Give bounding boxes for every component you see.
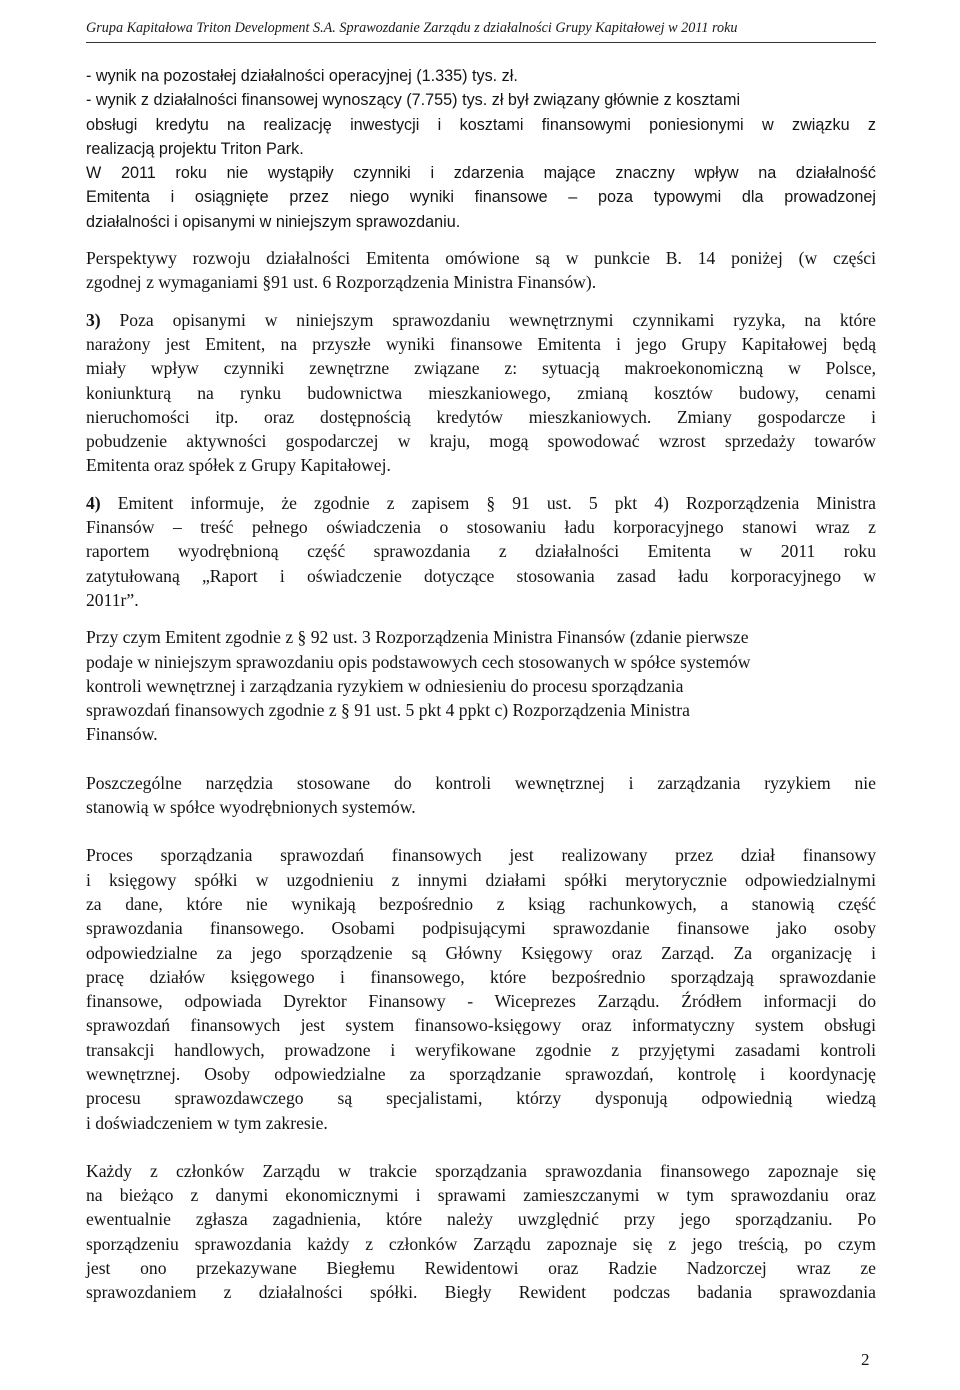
text-line: stanowią w spółce wyodrębnionych systemów.: [86, 797, 416, 818]
header-divider: [86, 42, 876, 43]
text-line: raportem wyodrębnioną część sprawozdania z działalności Emitenta w 2011 roku: [86, 541, 876, 562]
text-line: [86, 491, 876, 515]
text-line: zatytułowaną „Raport i oświadczenie dotyczące stosowania zasad ładu korporacyjnego w: [86, 565, 876, 586]
text-line: realizacją projektu Triton Park.: [86, 139, 304, 158]
paragraph-intro: [86, 64, 876, 234]
point-label: 3): [86, 309, 101, 330]
text-line: i doświadczeniem w tym zakresie.: [86, 1112, 328, 1133]
paragraph-perspektywy: [86, 246, 876, 295]
text-line: miały wpływ czynniki zewnętrzne związane z: sytuacją makroekonomiczną w Polsce,: [86, 358, 876, 379]
text-line: na bieżąco z danymi ekonomicznymi i sprawami zamieszczanymi w tym sprawozdaniu oraz: [86, 1185, 876, 1206]
page-number: 2: [861, 1350, 870, 1369]
text-line: pracę działów księgowego i finansowego, które bezpośrednio sporządzają sprawozdanie: [86, 966, 876, 987]
paragraph-point-4: [86, 491, 876, 612]
text-line: Emitenta oraz spółek z Grupy Kapitałowej.: [86, 455, 391, 476]
text-line: wewnętrznej. Osoby odpowiedzialne za sporządzanie sprawozdań, kontrolę i koordynację: [86, 1063, 876, 1084]
text-line: sprawozdania finansowego. Osobami podpisującymi sprawozdanie finansowe jako osoby: [86, 918, 876, 939]
text-line: sprawozdaniem z działalności spółki. Biegły Rewident podczas badania sprawozdania: [86, 1282, 876, 1303]
text-line: kontroli wewnętrznej i zarządzania ryzykiem w odniesieniu do procesu sporządzania: [86, 675, 684, 696]
spacer: [86, 295, 876, 308]
paragraph-przy-czym: [86, 625, 876, 746]
text-line: podaje w niniejszym sprawozdaniu opis podstawowych cech stosowanych w spółce systemów: [86, 651, 751, 672]
text-line: Perspektywy rozwoju działalności Emitenta omówione są w punkcie B. 14 poniżej (w części: [86, 248, 876, 269]
text-line: sprawozdań finansowych jest system finansowo-księgowy oraz informatyczny system obsługi: [86, 1015, 876, 1036]
text-line: nieruchomości itp. oraz dostępnością kredytów mieszkaniowych. Zmiany gospodarcze i: [86, 406, 876, 427]
text-line: za dane, które nie wynikają bezpośrednio z ksiąg rachunkowych, a stanowią część: [86, 893, 876, 914]
text-line: W 2011 roku nie wystąpiły czynniki i zdarzenia mające znaczny wpływ na działalność: [86, 164, 876, 183]
text-line: zgodnej z wymaganiami §91 ust. 6 Rozporządzenia Ministra Finansów).: [86, 272, 597, 293]
point-text: Emitent informuje, że zgodnie z zapisem § 91 ust. 5 pkt 4) Rozporządzenia Ministra: [100, 492, 876, 513]
text-line: obsługi kredytu na realizację inwestycji i kosztami finansowymi poniesionymi w związku z: [86, 115, 876, 134]
text-line: sprawozdań finansowych zgodnie z § 91 ust. 5 pkt 4 ppkt c) Rozporządzenia Ministra: [86, 700, 690, 721]
paragraph-point-3: [86, 308, 876, 478]
text-line: Proces sporządzania sprawozdań finansowych jest realizowany przez dział finansowy: [86, 845, 876, 866]
text-line: Emitenta i osiągnięte przez niego wyniki finansowe – poza typowymi dla prowadzonej: [86, 188, 876, 207]
text-line: odpowiedzialne za jego sporządzenie są Główny Księgowy oraz Zarząd. Za organizację i: [86, 942, 876, 963]
text-line: pobudzenie aktywności gospodarczej w kraju, mogą spowodować wzrost sprzedaży towarów: [86, 431, 876, 452]
paragraph-kazdy: [86, 1159, 876, 1305]
spacer: [86, 747, 876, 771]
text-line: działalności i opisanymi w niniejszym sprawozdaniu.: [86, 212, 461, 231]
spacer: [86, 234, 876, 246]
text-line: transakcji handlowych, prowadzone i weryfikowane zgodnie z przyjętymi zasadami kontroli: [86, 1039, 876, 1060]
document-body: [86, 64, 876, 1305]
spacer: [86, 478, 876, 491]
text-line: - wynik na pozostałej działalności operacyjnej (1.335) tys. zł.: [86, 67, 518, 85]
text-line: Finansów.: [86, 724, 158, 745]
text-line: koniunkturą na rynku budownictwa mieszkaniowego, zmianą kosztów budowy, cenami: [86, 382, 876, 403]
spacer: [86, 819, 876, 843]
text-line: 2011r”.: [86, 589, 139, 610]
running-header: Grupa Kapitałowa Triton Development S.A. Sprawozdanie Zarządu z działalności Grupy Kapitałowej w 2011 roku: [86, 20, 738, 36]
text-line: Finansów – treść pełnego oświadczenia o stosowaniu ładu korporacyjnego stanowi wraz z: [86, 517, 876, 538]
spacer: [86, 612, 876, 625]
spacer: [86, 1135, 876, 1159]
text-line: i księgowy spółki w uzgodnieniu z innymi działami spółki merytorycznie odpowiedzialnymi: [86, 869, 876, 890]
text-line: finansowe, odpowiada Dyrektor Finansowy - Wiceprezes Zarządu. Źródłem informacji do: [86, 991, 876, 1012]
paragraph-proces: [86, 843, 876, 1135]
text-line: procesu sprawozdawczego są specjalistami, którzy dysponują odpowiednią wiedzą: [86, 1088, 876, 1109]
point-label: 4): [86, 492, 101, 513]
text-line: sporządzeniu sprawozdania każdy z członków Zarządu zapoznaje się z jego treścią, po czym: [86, 1233, 876, 1254]
text-line: narażony jest Emitent, na przyszłe wyniki finansowe Emitenta i jego Grupy Kapitałowej będą: [86, 333, 876, 354]
text-line: - wynik z działalności finansowej wynoszący (7.755) tys. zł był związany głównie z kosztami: [86, 91, 741, 110]
text-line: [86, 308, 876, 332]
paragraph-poszczegolne: [86, 771, 876, 820]
text-line: Poszczególne narzędzia stosowane do kontroli wewnętrznej i zarządzania ryzykiem nie: [86, 772, 876, 793]
text-line: Każdy z członków Zarządu w trakcie sporządzania sprawozdania finansowego zapoznaje się: [86, 1160, 876, 1181]
text-line: Przy czym Emitent zgodnie z § 92 ust. 3 Rozporządzenia Ministra Finansów (zdanie pierwsze: [86, 627, 749, 648]
point-text: Poza opisanymi w niniejszym sprawozdaniu wewnętrznymi czynnikami ryzyka, na które: [100, 309, 876, 330]
text-line: jest ono przekazywane Biegłemu Rewidentowi oraz Radzie Nadzorczej wraz ze: [86, 1258, 876, 1279]
text-line: ewentualnie zgłasza zagadnienia, które należy uwzględnić przy jego sporządzaniu. Po: [86, 1209, 876, 1230]
